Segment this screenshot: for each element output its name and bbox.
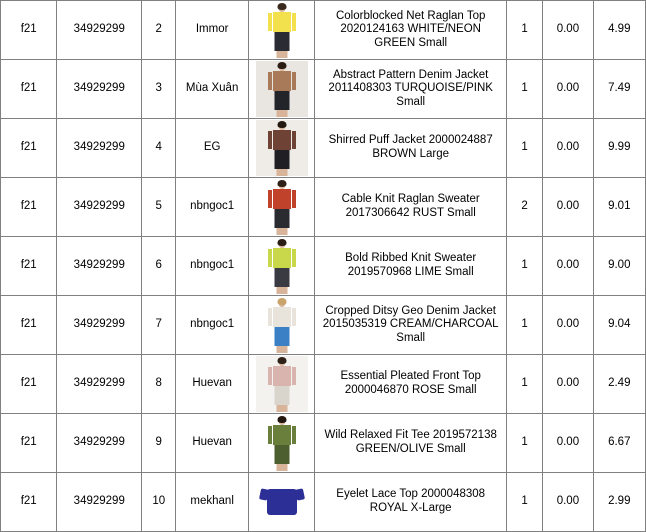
cell-order-number: 34929299 [57, 473, 142, 532]
cell-order-number: 34929299 [57, 178, 142, 237]
cell-product-image [248, 473, 315, 532]
cell-line-number: 2 [142, 1, 176, 60]
table-row [1, 355, 646, 414]
cell-quantity: 1 [506, 237, 542, 296]
cell-product-image [248, 237, 315, 296]
cell-order-number: 34929299 [57, 1, 142, 60]
cell-site: f21 [1, 355, 57, 414]
cell-quantity: 1 [506, 60, 542, 119]
cell-price: 9.01 [593, 178, 645, 237]
cell-site: f21 [1, 473, 57, 532]
cell-line-number: 10 [142, 473, 176, 532]
cell-discount: 0.00 [543, 119, 593, 178]
cell-product-image [248, 119, 315, 178]
cell-line-number: 9 [142, 414, 176, 473]
cell-quantity: 1 [506, 473, 542, 532]
table-row [1, 414, 646, 473]
cell-discount: 0.00 [543, 296, 593, 355]
table-row [1, 237, 646, 296]
cell-quantity: 1 [506, 1, 542, 60]
cell-price: 7.49 [593, 60, 645, 119]
table-row [1, 178, 646, 237]
cell-site: f21 [1, 414, 57, 473]
cell-price: 9.04 [593, 296, 645, 355]
cell-product-image [248, 296, 315, 355]
cell-discount: 0.00 [543, 414, 593, 473]
cell-line-number: 5 [142, 178, 176, 237]
cell-price: 9.99 [593, 119, 645, 178]
model-photo-jacket-icon [256, 61, 308, 117]
cell-discount: 0.00 [543, 355, 593, 414]
cell-product-image [248, 60, 315, 119]
cell-line-number: 4 [142, 119, 176, 178]
cell-user: Huevan [176, 355, 249, 414]
model-photo-puff-jacket-icon [256, 120, 308, 176]
cell-quantity: 1 [506, 414, 542, 473]
cell-user: nbngoc1 [176, 237, 249, 296]
cell-site: f21 [1, 60, 57, 119]
cell-order-number: 34929299 [57, 355, 142, 414]
cell-discount: 0.00 [543, 473, 593, 532]
cell-site: f21 [1, 296, 57, 355]
cell-description: Colorblocked Net Raglan Top 2020124163 WHITE/NEON GREEN Small [315, 1, 506, 60]
table-row [1, 473, 646, 532]
cell-price: 2.49 [593, 355, 645, 414]
cell-line-number: 7 [142, 296, 176, 355]
cell-description: Abstract Pattern Denim Jacket 2011408303 TURQUOISE/PINK Small [315, 60, 506, 119]
cell-user: Mùa Xuân [176, 60, 249, 119]
cell-quantity: 1 [506, 119, 542, 178]
cell-description: Shirred Puff Jacket 2000024887 BROWN Large [315, 119, 506, 178]
cell-discount: 0.00 [543, 237, 593, 296]
table-row [1, 119, 646, 178]
model-photo-sweater-icon [256, 179, 308, 235]
cell-description: Cable Knit Raglan Sweater 2017306642 RUST Small [315, 178, 506, 237]
cell-order-number: 34929299 [57, 414, 142, 473]
model-photo-top-icon [256, 2, 308, 58]
cell-site: f21 [1, 237, 57, 296]
cell-quantity: 1 [506, 296, 542, 355]
cell-site: f21 [1, 1, 57, 60]
table-body [1, 1, 646, 532]
cell-discount: 0.00 [543, 60, 593, 119]
cell-order-number: 34929299 [57, 60, 142, 119]
cell-product-image [248, 178, 315, 237]
cell-discount: 0.00 [543, 178, 593, 237]
cell-product-image [248, 1, 315, 60]
cell-price: 9.00 [593, 237, 645, 296]
cell-order-number: 34929299 [57, 119, 142, 178]
cell-user: nbngoc1 [176, 296, 249, 355]
table-row [1, 60, 646, 119]
cell-site: f21 [1, 119, 57, 178]
cell-site: f21 [1, 178, 57, 237]
table-row [1, 1, 646, 60]
cell-quantity: 1 [506, 355, 542, 414]
cell-order-number: 34929299 [57, 237, 142, 296]
product-photo-flat-top-icon [256, 474, 308, 530]
cell-description: Essential Pleated Front Top 2000046870 ROSE Small [315, 355, 506, 414]
cell-product-image [248, 414, 315, 473]
cell-price: 4.99 [593, 1, 645, 60]
cell-line-number: 3 [142, 60, 176, 119]
cell-quantity: 2 [506, 178, 542, 237]
cell-description: Cropped Ditsy Geo Denim Jacket 2015035319 CREAM/CHARCOAL Small [315, 296, 506, 355]
cell-user: Huevan [176, 414, 249, 473]
model-photo-knit-sweater-icon [256, 238, 308, 294]
cell-user: Immor [176, 1, 249, 60]
cell-description: Eyelet Lace Top 2000048308 ROYAL X-Large [315, 473, 506, 532]
cell-product-image [248, 355, 315, 414]
cell-order-number: 34929299 [57, 296, 142, 355]
cell-user: nbngoc1 [176, 178, 249, 237]
cell-line-number: 8 [142, 355, 176, 414]
cell-discount: 0.00 [543, 1, 593, 60]
cell-price: 6.67 [593, 414, 645, 473]
model-photo-pleated-top-icon [256, 356, 308, 412]
model-photo-tee-icon [256, 415, 308, 471]
cell-description: Bold Ribbed Knit Sweater 2019570968 LIME Small [315, 237, 506, 296]
cell-user: mekhanl [176, 473, 249, 532]
cell-price: 2.99 [593, 473, 645, 532]
model-photo-denim-jacket-icon [256, 297, 308, 353]
cell-user: EG [176, 119, 249, 178]
cell-line-number: 6 [142, 237, 176, 296]
cell-description: Wild Relaxed Fit Tee 2019572138 GREEN/OLIVE Small [315, 414, 506, 473]
table-row [1, 296, 646, 355]
